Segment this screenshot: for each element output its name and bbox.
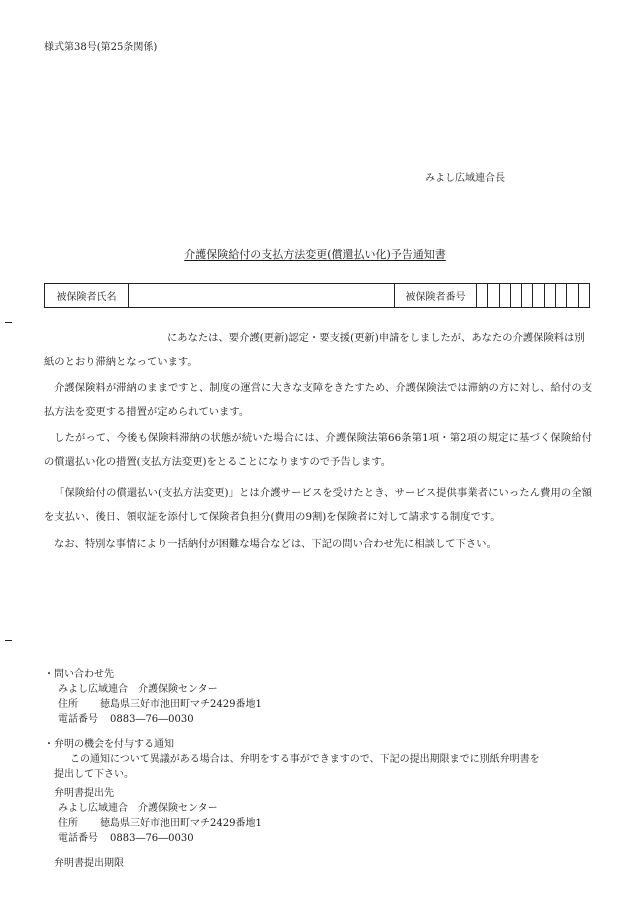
document-title: 介護保険給付の支払方法変更(償還払い化)予告通知書 <box>184 248 446 261</box>
contact-heading: ・問い合わせ先 <box>44 669 114 680</box>
submission-address: 住所 徳島県三好市池田町マチ2429番地1 <box>58 818 262 829</box>
paragraph-text: 紙のとおり滞納となっています。 <box>44 356 198 368</box>
form-number: 様式第38号(第25条関係) <box>44 42 158 53</box>
contact-section <box>44 667 262 727</box>
insured-number-digit[interactable] <box>567 284 578 308</box>
paragraph-notice <box>44 326 592 374</box>
paragraph-consult <box>44 532 592 556</box>
insured-number-digit[interactable] <box>544 284 555 308</box>
opportunity-section <box>44 737 540 782</box>
insured-number-label: 被保険者番号 <box>395 284 477 308</box>
insured-number-digit[interactable] <box>477 284 488 308</box>
paragraph-text: 介護保険料が滞納のままですと、制度の運営に大きな支障をきたすため、介護保険法では滞納の方に対し、給付の支払方法を変更する措置が定められています。 <box>44 382 592 418</box>
insured-name-field[interactable] <box>129 284 395 308</box>
insured-person-table <box>44 283 590 308</box>
insured-number-digit[interactable] <box>533 284 544 308</box>
paragraph-text: にあなたは、要介護(更新)認定・要支援(更新)申請をしましたが、あなたの介護保険料は別 <box>167 332 585 344</box>
insured-number-digit[interactable] <box>578 284 589 308</box>
insured-name-label: 被保険者氏名 <box>45 284 129 308</box>
insured-number-digit[interactable] <box>556 284 567 308</box>
opportunity-text: 提出して下さい。 <box>54 769 134 780</box>
sender-name: みよし広域連合長 <box>425 173 505 184</box>
submission-org: みよし広域連合 介護保険センター <box>58 803 218 814</box>
paragraph-text: したがって、今後も保険料滞納の状態が続いた場合には、介護保険法第66条第1項・第2項の規定に基づく保険給付の償還払い化の措置(支払方法変更)をとることになりますので予告します。 <box>44 432 592 468</box>
contact-org: みよし広域連合 介護保険センター <box>58 684 218 695</box>
insured-number-digit[interactable] <box>499 284 510 308</box>
opportunity-text: この通知について異議がある場合は、弁明をする事ができますので、下記の提出期限までに別紙弁明書を <box>70 754 540 765</box>
insured-number-digit[interactable] <box>510 284 521 308</box>
submission-heading: 弁明書提出先 <box>54 788 114 799</box>
paragraph-delinquency <box>44 376 592 424</box>
opportunity-heading: ・弁明の機会を付与する通知 <box>44 739 174 750</box>
fold-mark <box>5 640 12 641</box>
paragraph-text: 「保険給付の償還払い(支払方法変更)」とは介護サービスを受けたとき、サービス提供事業者にいったん費用の全額を支払い、後日、領収証を添付して保険者負担分(費用の9割)を保険者に対して請求する制度です。 <box>44 487 592 523</box>
insured-number-digit[interactable] <box>522 284 533 308</box>
submission-section <box>54 786 262 846</box>
paragraph-text: なお、特別な事情により一括納付が困難な場合などは、下記の問い合わせ先に相談して下さい。 <box>54 538 497 550</box>
deadline-label: 弁明書提出期限 <box>54 858 124 869</box>
submission-phone: 電話番号 0883―76―0030 <box>58 833 194 844</box>
fold-mark <box>5 322 12 323</box>
contact-phone: 電話番号 0883―76―0030 <box>58 714 194 725</box>
paragraph-warning <box>44 426 592 474</box>
insured-number-digit[interactable] <box>488 284 499 308</box>
paragraph-definition <box>44 481 592 529</box>
contact-address: 住所 徳島県三好市池田町マチ2429番地1 <box>58 699 262 710</box>
